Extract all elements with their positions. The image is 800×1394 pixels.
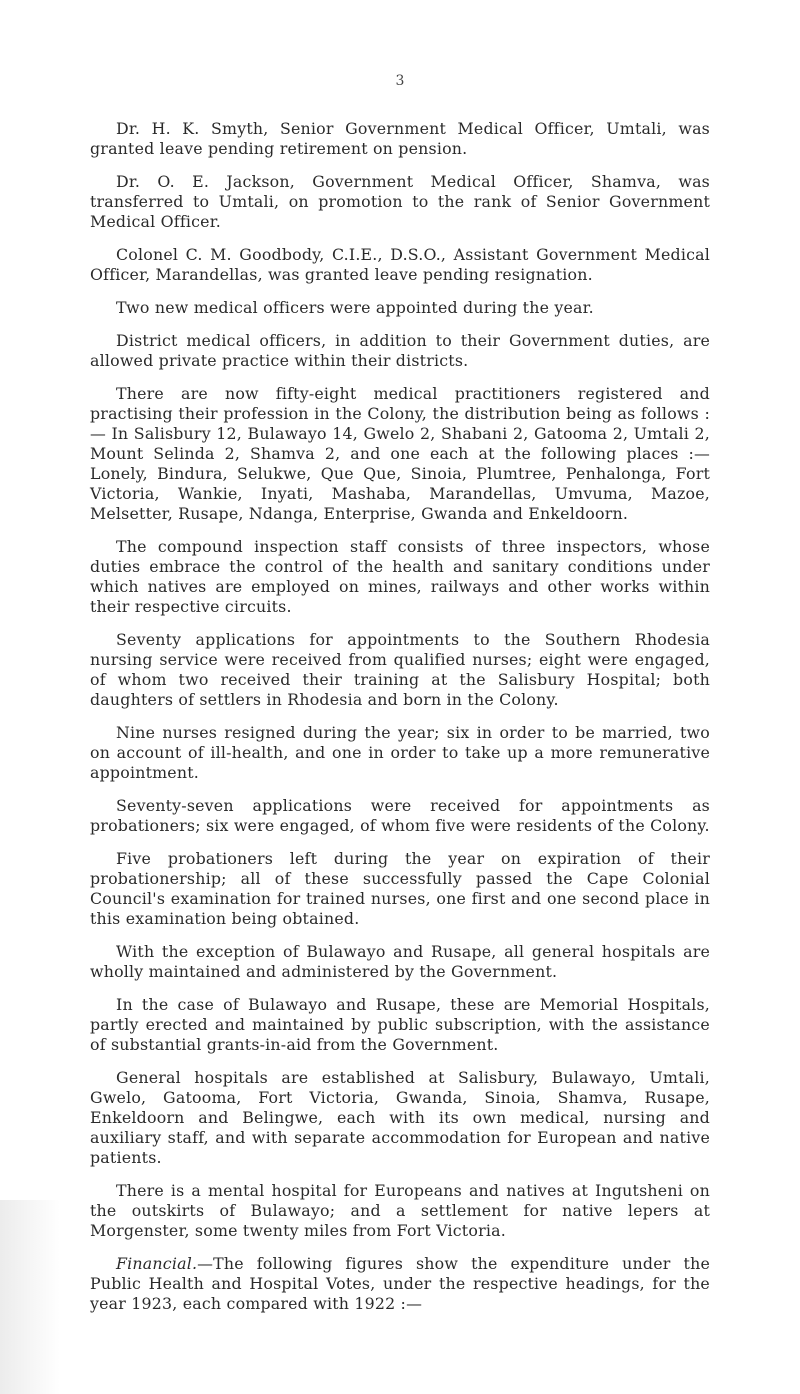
paragraph-financial [90, 1254, 710, 1314]
paragraph-smyth: Dr. H. K. Smyth, Senior Government Medical Officer, Umtali, was granted leave pending retirement on pension. [90, 119, 710, 158]
paragraph-probationer-applications: Seventy-seven applications were received for appointments as probationers; six were engaged, of whom five were residents of the Colony. [90, 796, 710, 835]
paragraph-probationers-left: Five probationers left during the year on expiration of their probationership; all of these successfully passed the Cape Colonial Council's examination for trained nurses, one first and one second place in this examination being obtained. [90, 849, 710, 928]
financial-text: —The following figures show the expenditure under the Public Health and Hospital Votes, under the respective headings, for the year 1923, each compared with 1922 :— [90, 1254, 710, 1313]
paragraph-memorial-hospitals: In the case of Bulawayo and Rusape, these are Memorial Hospitals, partly erected and maintained by public subscription, with the assistance of substantial grants-in-aid from the Government. [90, 995, 710, 1054]
paragraph-nursing-applications: Seventy applications for appointments to the Southern Rhodesia nursing service were received from qualified nurses; eight were engaged, of whom two received their training at the Salisbury Hospital; both daughters of settlers in Rhodesia and born in the Colony. [90, 630, 710, 709]
paragraph-hospital-locations: General hospitals are established at Salisbury, Bulawayo, Umtali, Gwelo, Gatooma, Fort Victoria, Gwanda, Sinoia, Shamva, Rusape, Enkeldoorn and Belingwe, each with its own medical, nursing and auxiliary staff, and with separate accommodation for European and native patients. [90, 1068, 710, 1167]
page-edge-shadow [0, 1200, 60, 1394]
paragraph-mental-hospital: There is a mental hospital for Europeans and natives at Ingutsheni on the outskirts of Bulawayo; and a settlement for native lepers at Morgenster, some twenty miles from Fort Victoria. [90, 1181, 710, 1240]
paragraph-new-officers: Two new medical officers were appointed during the year. [116, 298, 594, 317]
paragraph-compound-inspection: The compound inspection staff consists of three inspectors, whose duties embrace the control of the health and sanitary conditions under which natives are employed on mines, railways and other works within their respective circuits. [90, 537, 710, 616]
financial-heading: Financial. [116, 1254, 198, 1273]
paragraph-jackson: Dr. O. E. Jackson, Government Medical Officer, Shamva, was transferred to Umtali, on promotion to the rank of Senior Government Medical Officer. [90, 172, 710, 231]
paragraph-goodbody: Colonel C. M. Goodbody, C.I.E., D.S.O., Assistant Government Medical Officer, Marandellas, was granted leave pending resignation. [90, 245, 710, 284]
paragraph-private-practice: District medical officers, in addition to their Government duties, are allowed private practice within their districts. [90, 331, 710, 370]
body-text [90, 119, 710, 1327]
paragraph-general-hospitals-exception: With the exception of Bulawayo and Rusape, all general hospitals are wholly maintained and administered by the Government. [90, 942, 710, 981]
page-number: 3 [395, 73, 405, 89]
paragraph-practitioners: There are now fifty-eight medical practitioners registered and practising their profession in the Colony, the distribution being as follows :— In Salisbury 12, Bulawayo 14, Gwelo 2, Shabani 2, Gatooma 2, Umtali 2, Mount Selinda 2, Shamva 2, and one each at the following places :— Lonely, Bindura, Selukwe, Que Que, Sinoia, Plumtree, Penhalonga, Fort Victoria, Wankie, Inyati, Mashaba, Marandellas, Umvuma, Mazoe, Melsetter, Rusape, Ndanga, Enterprise, Gwanda and Enkeldoorn. [90, 384, 710, 523]
paragraph-nurses-resigned: Nine nurses resigned during the year; six in order to be married, two on account of ill-health, and one in order to take up a more remunerative appointment. [90, 723, 710, 782]
